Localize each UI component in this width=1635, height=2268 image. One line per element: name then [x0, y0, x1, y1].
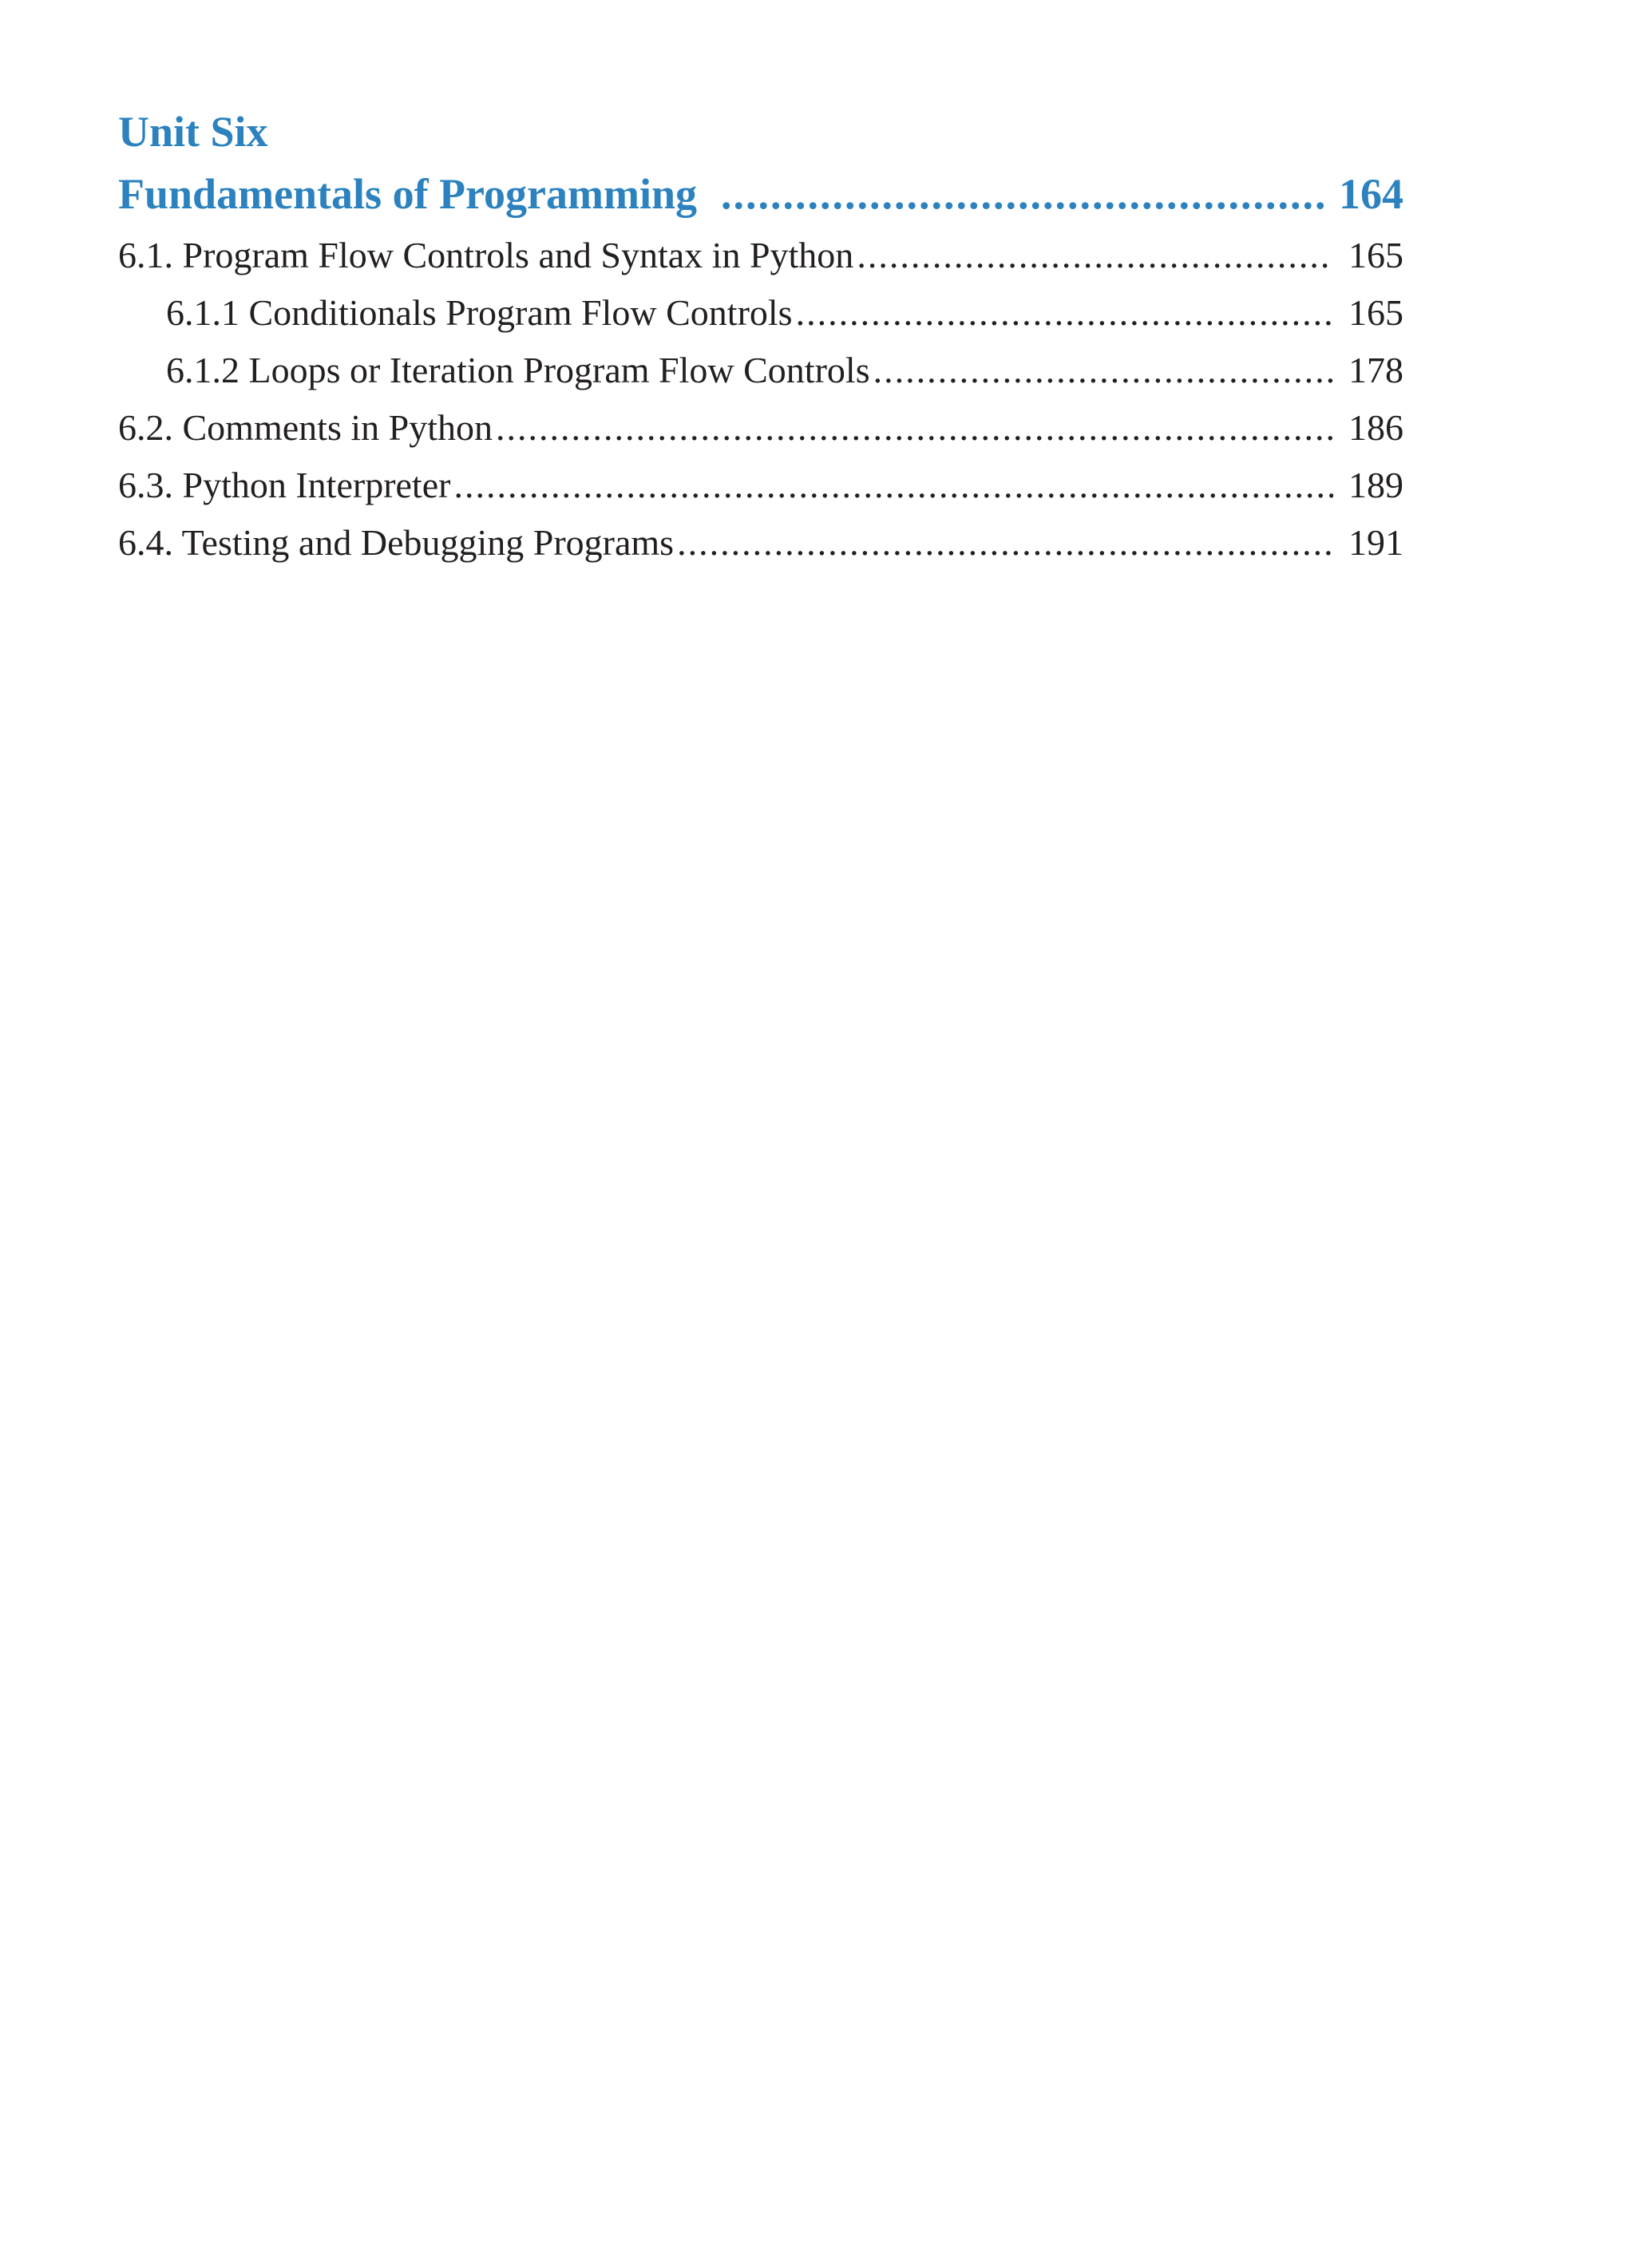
toc-entry-page: 191 — [1348, 522, 1403, 563]
table-of-contents — [118, 101, 1403, 572]
dot-leader — [873, 342, 1333, 399]
toc-entry-6-3[interactable] — [118, 457, 1403, 514]
dot-leader — [453, 457, 1333, 514]
dot-leader — [796, 284, 1333, 342]
toc-entry-6-4[interactable] — [118, 514, 1403, 572]
unit-heading-page: 164 — [1339, 170, 1403, 218]
toc-entry-page: 165 — [1348, 235, 1403, 275]
dot-leader — [857, 227, 1333, 284]
dot-leader — [721, 163, 1324, 225]
toc-entry-label: 6.2. Comments in Python — [118, 407, 493, 448]
toc-entry-label: 6.3. Python Interpreter — [118, 465, 451, 505]
toc-entry-page: 178 — [1348, 350, 1403, 390]
toc-entry-page: 189 — [1348, 465, 1403, 505]
toc-entry-label: 6.1. Program Flow Controls and Syntax in Python — [118, 235, 854, 275]
toc-entry-6-1-1[interactable] — [118, 284, 1403, 342]
toc-entry-label: 6.4. Testing and Debugging Programs — [118, 522, 675, 563]
toc-entry-6-1-2[interactable] — [118, 342, 1403, 399]
dot-leader — [496, 399, 1333, 457]
toc-entry-label: 6.1.2 Loops or Iteration Program Flow Controls — [166, 350, 870, 390]
unit-label: Unit Six — [118, 108, 268, 156]
toc-entry-6-2[interactable] — [118, 399, 1403, 457]
toc-entry-page: 186 — [1348, 407, 1403, 448]
toc-entry-label: 6.1.1 Conditionals Program Flow Controls — [166, 292, 793, 333]
unit-heading-title: Fundamentals of Programming — [118, 170, 697, 218]
toc-entry-page: 165 — [1348, 292, 1403, 333]
unit-heading-entry[interactable] — [118, 163, 1403, 225]
toc-entry-6-1[interactable] — [118, 227, 1403, 284]
dot-leader — [677, 514, 1333, 572]
